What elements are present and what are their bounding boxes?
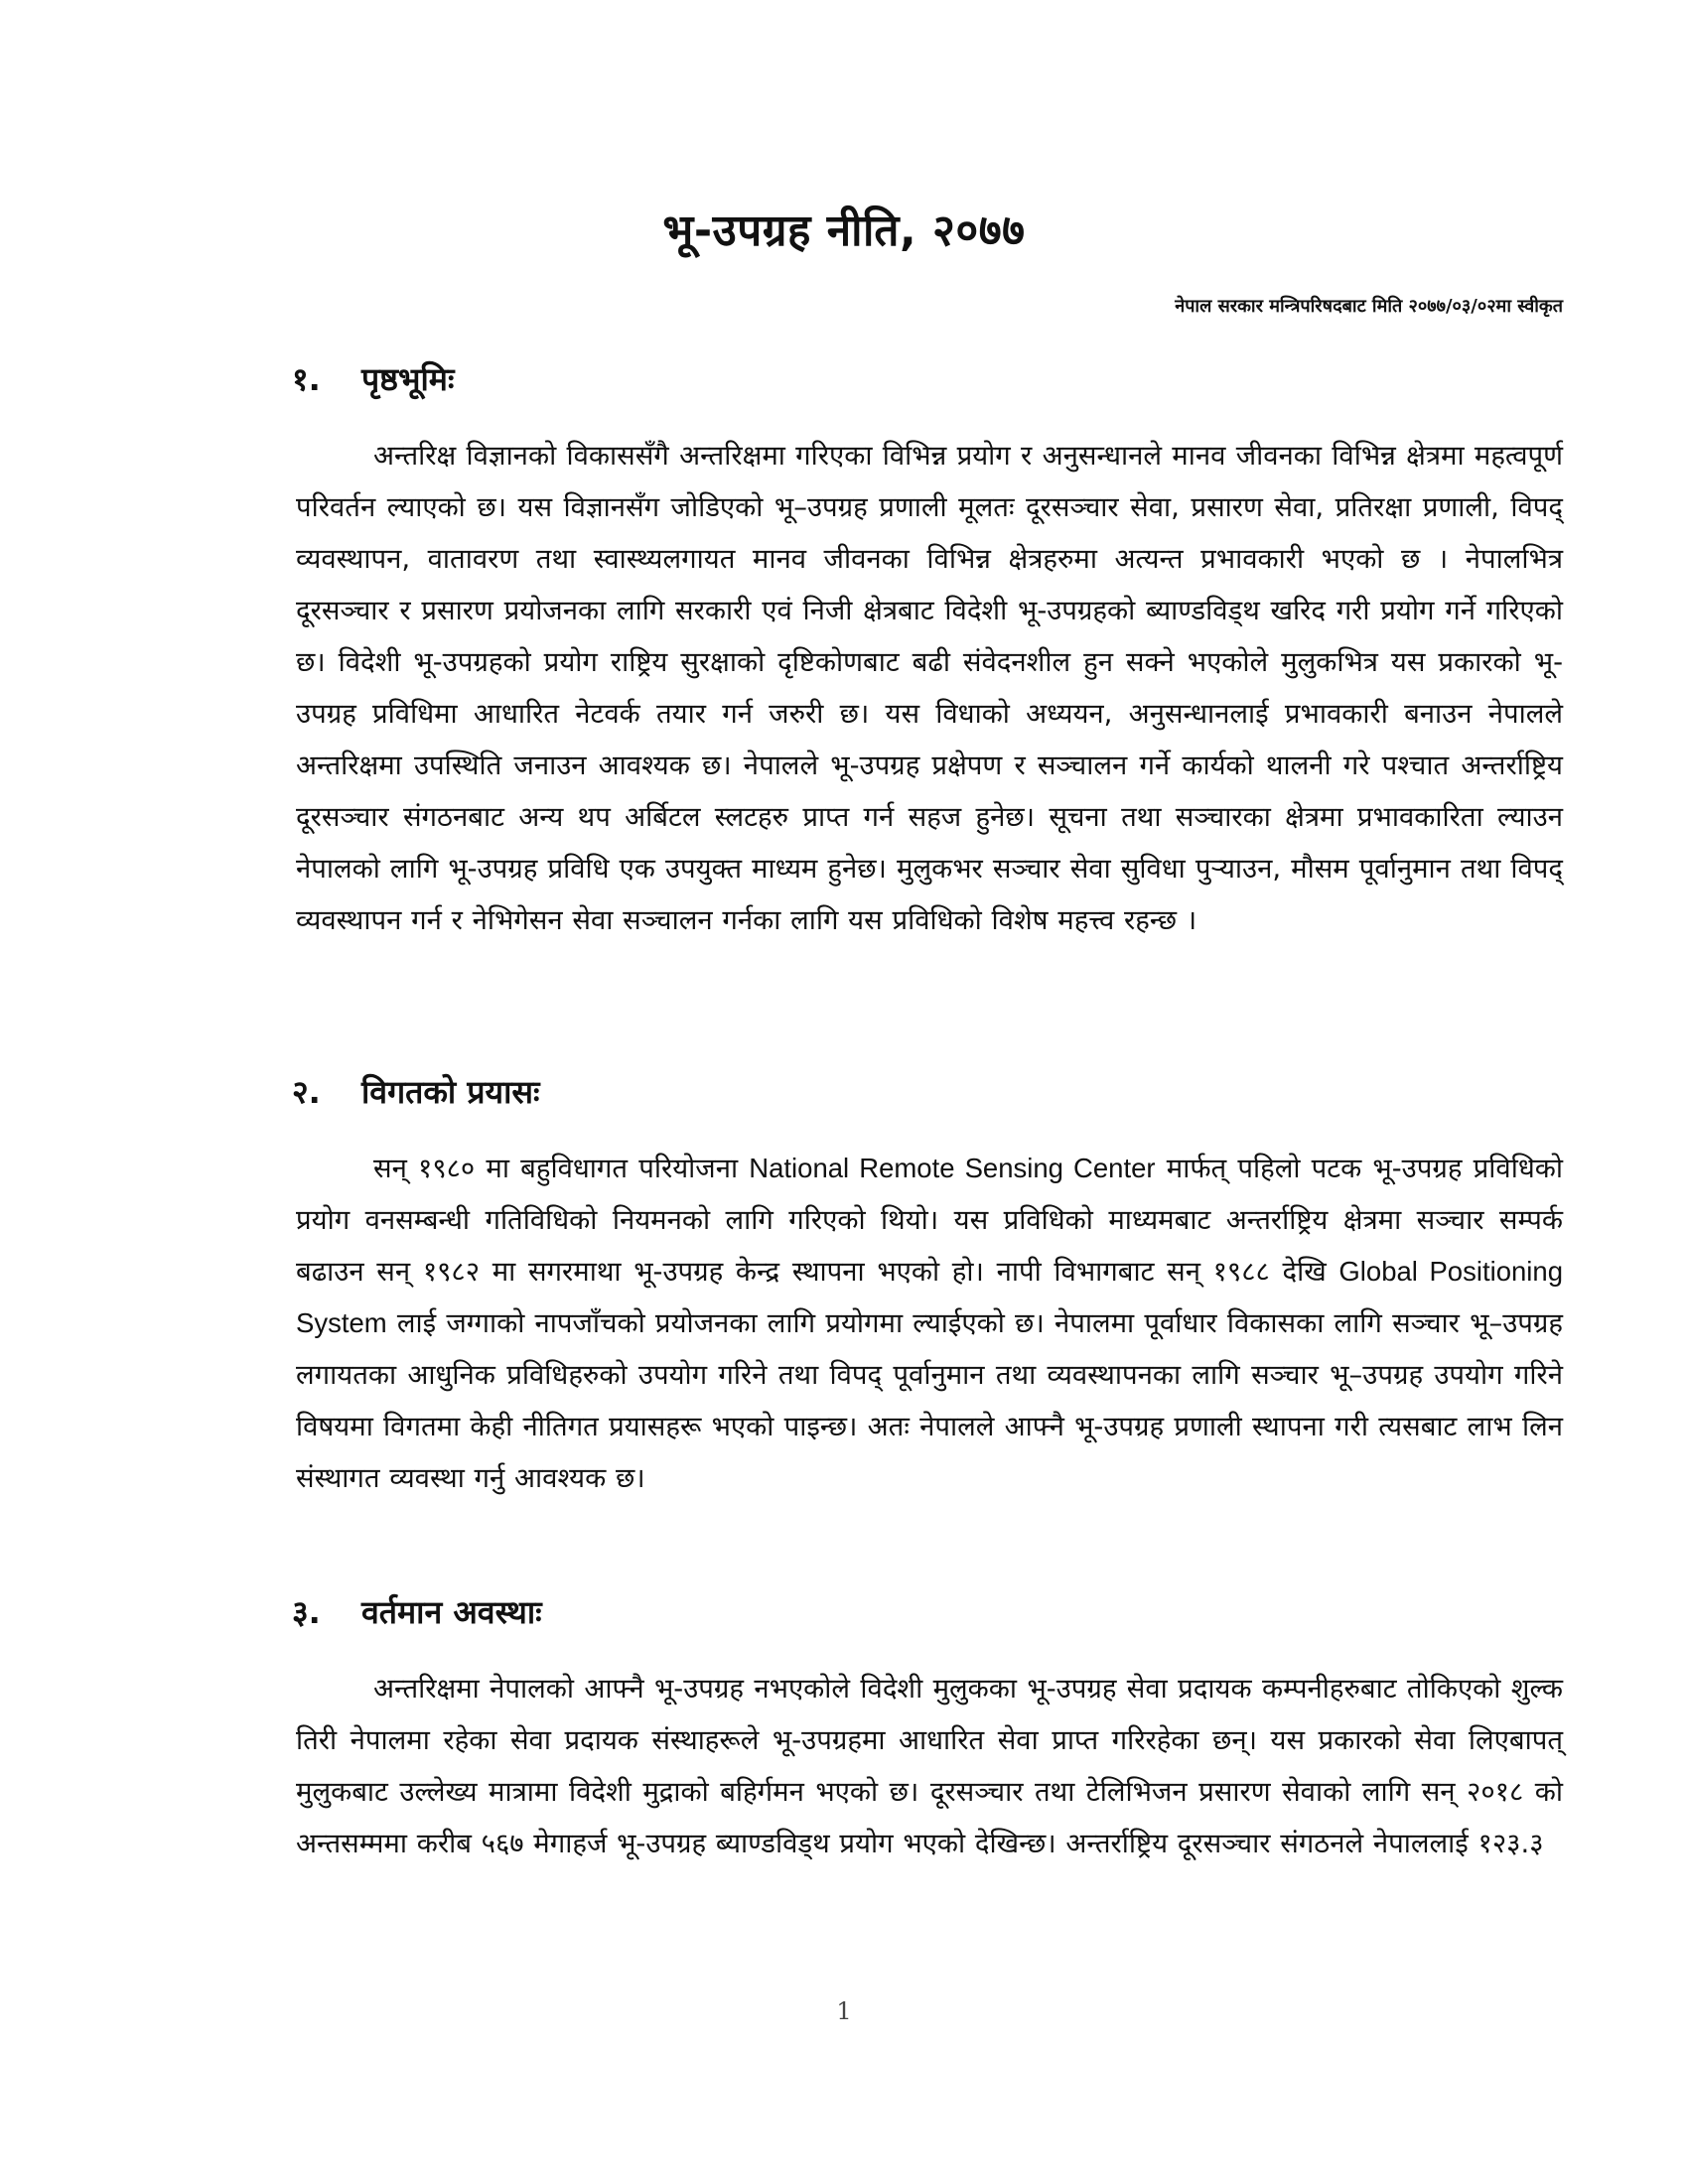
paragraph-latin-term: National Remote Sensing Center <box>749 1153 1156 1183</box>
section-past-efforts <box>292 1070 1564 1504</box>
section-title: पृष्ठभूमिः <box>361 360 455 398</box>
section-number: २. <box>292 1073 321 1111</box>
section-paragraph: अन्तरिक्षमा नेपालको आफ्नै भू-उपग्रह नभएकोले विदेशी मुलुकका भू-उपग्रह सेवा प्रदायक कम्पनीहरुबाट तोकिएको शुल्क तिरी नेपालमा रहेका सेवा प्रदायक संस्थाहरूले भू-उपग्रहमा आधारित सेवा प्राप्त गरिरहेका छन्। यस प्रकारको सेवा लिएबापत् मुलुकबाट उल्लेख्य मात्रामा विदेशी मुद्राको बहिर्गमन भएको छ। दूरसञ्चार तथा टेलिभिजन प्रसारण सेवाको लागि सन् २०१८ को अन्तसम्ममा करीब ५६७ मेगाहर्ज भू-उपग्रह ब्याण्डविड्थ प्रयोग भएको देखिन्छ। अन्तर्राष्ट्रिय दूरसञ्चार संगठनले नेपाललाई १२३.३ <box>296 1673 1563 1859</box>
section-paragraph <box>296 1143 1563 1504</box>
section-current-status <box>292 1590 1563 1869</box>
paragraph-text: लाई जग्गाको नापजाँचको प्रयोजनका लागि प्रयोगमा ल्याईएको छ। नेपालमा पूर्वाधार विकासका लागि सञ्चार भू–उपग्रह लगायतका आधुनिक प्रविधिहरुको उपयोग गरिने तथा विपद् पूर्वानुमान तथा व्यवस्थापनका लागि सञ्चार भू–उपग्रह उपयोग गरिने विषयमा विगतमा केही नीतिगत प्रयासहरू भएको पाइन्छ। अतः नेपालले आफ्नै भू-उपग्रह प्रणाली स्थापना गरी त्यसबाट लाभ लिन संस्थागत व्यवस्था गर्नु आवश्यक छ। <box>296 1307 1563 1494</box>
section-paragraph: अन्तरिक्ष विज्ञानको विकाससँगै अन्तरिक्षमा गरिएका विभिन्न प्रयोग र अनुसन्धानले मानव जीवनका विभिन्न क्षेत्रमा महत्वपूर्ण परिवर्तन ल्याएको छ। यस विज्ञानसँग जोडिएको भू–उपग्रह प्रणाली मूलतः दूरसञ्चार सेवा, प्रसारण सेवा, प्रतिरक्षा प्रणाली, विपद् व्यवस्थापन, वातावरण तथा स्वास्थ्यलगायत मानव जीवनका विभिन्न क्षेत्रहरुमा अत्यन्त प्रभावकारी भएको छ । नेपालभित्र दूरसञ्चार र प्रसारण प्रयोजनका लागि सरकारी एवं निजी क्षेत्रबाट विदेशी भू-उपग्रहको ब्याण्डविड्थ खरिद गरी प्रयोग गर्ने गरिएको छ। विदेशी भू-उपग्रहको प्रयोग राष्ट्रिय सुरक्षाको दृष्टिकोणबाट बढी संवेदनशील हुन सक्ने भएकोले मुलुकभित्र यस प्रकारको भू-उपग्रह प्रविधिमा आधारित नेटवर्क तयार गर्न जरुरी छ। यस विधाको अध्ययन, अनुसन्धानलाई प्रभावकारी बनाउन नेपालले अन्तरिक्षमा उपस्थिति जनाउन आवश्यक छ। नेपालले भू-उपग्रह प्रक्षेपण र सञ्चालन गर्ने कार्यको थालनी गरे पश्चात अन्तर्राष्ट्रिय दूरसञ्चार संगठनबाट अन्य थप अर्बिटल स्लटहरु प्राप्त गर्न सहज हुनेछ। सूचना तथा सञ्चारका क्षेत्रमा प्रभावकारिता ल्याउन नेपालको लागि भू-उपग्रह प्रविधि एक उपयुक्त माध्यम हुनेछ। मुलुकभर सञ्चार सेवा सुविधा पुऱ्याउन, मौसम पूर्वानुमान तथा विपद् व्यवस्थापन गर्न र नेभिगेसन सेवा सञ्चालन गर्नका लागि यस प्रविधिको विशेष महत्त्व रहन्छ । <box>296 440 1563 936</box>
section-title: वर्तमान अवस्थाः <box>361 1593 542 1631</box>
document-title: भू-उपग्रह नीति, २०७७ <box>662 205 1026 256</box>
section-heading <box>292 357 1563 400</box>
section-heading <box>292 1590 1563 1633</box>
section-title: विगतको प्रयासः <box>361 1073 540 1111</box>
paragraph-text: सन् १९८० मा बहुविधागत परियोजना <box>373 1153 750 1184</box>
section-number: १. <box>292 360 321 398</box>
section-heading <box>292 1070 1563 1113</box>
paragraph-latin-term: Global Positioning System <box>296 1256 1564 1338</box>
paragraph-text: मार्फत् पहिलो पटक भू-उपग्रह प्रविधिको प्रयोग वनसम्बन्धी गतिविधिको नियमनको लागि गरिएको थियो। यस प्रविधिको माध्यमबाट अन्तर्राष्ट्रिय क्षेत्रमा सञ्चार सम्पर्क बढाउन सन् १९८२ मा सगरमाथा भू-उपग्रह केन्द्र स्थापना भएको हो। नापी विभागबाट सन् १९८८ देखि <box>296 1153 1563 1288</box>
approval-note: नेपाल सरकार मन्त्रिपरिषदबाट मिति २०७७/०३/०२मा स्वीकृत <box>1175 296 1564 317</box>
page-number: 1 <box>836 1997 852 2025</box>
section-number: ३. <box>292 1593 321 1631</box>
section-background <box>292 357 1563 946</box>
